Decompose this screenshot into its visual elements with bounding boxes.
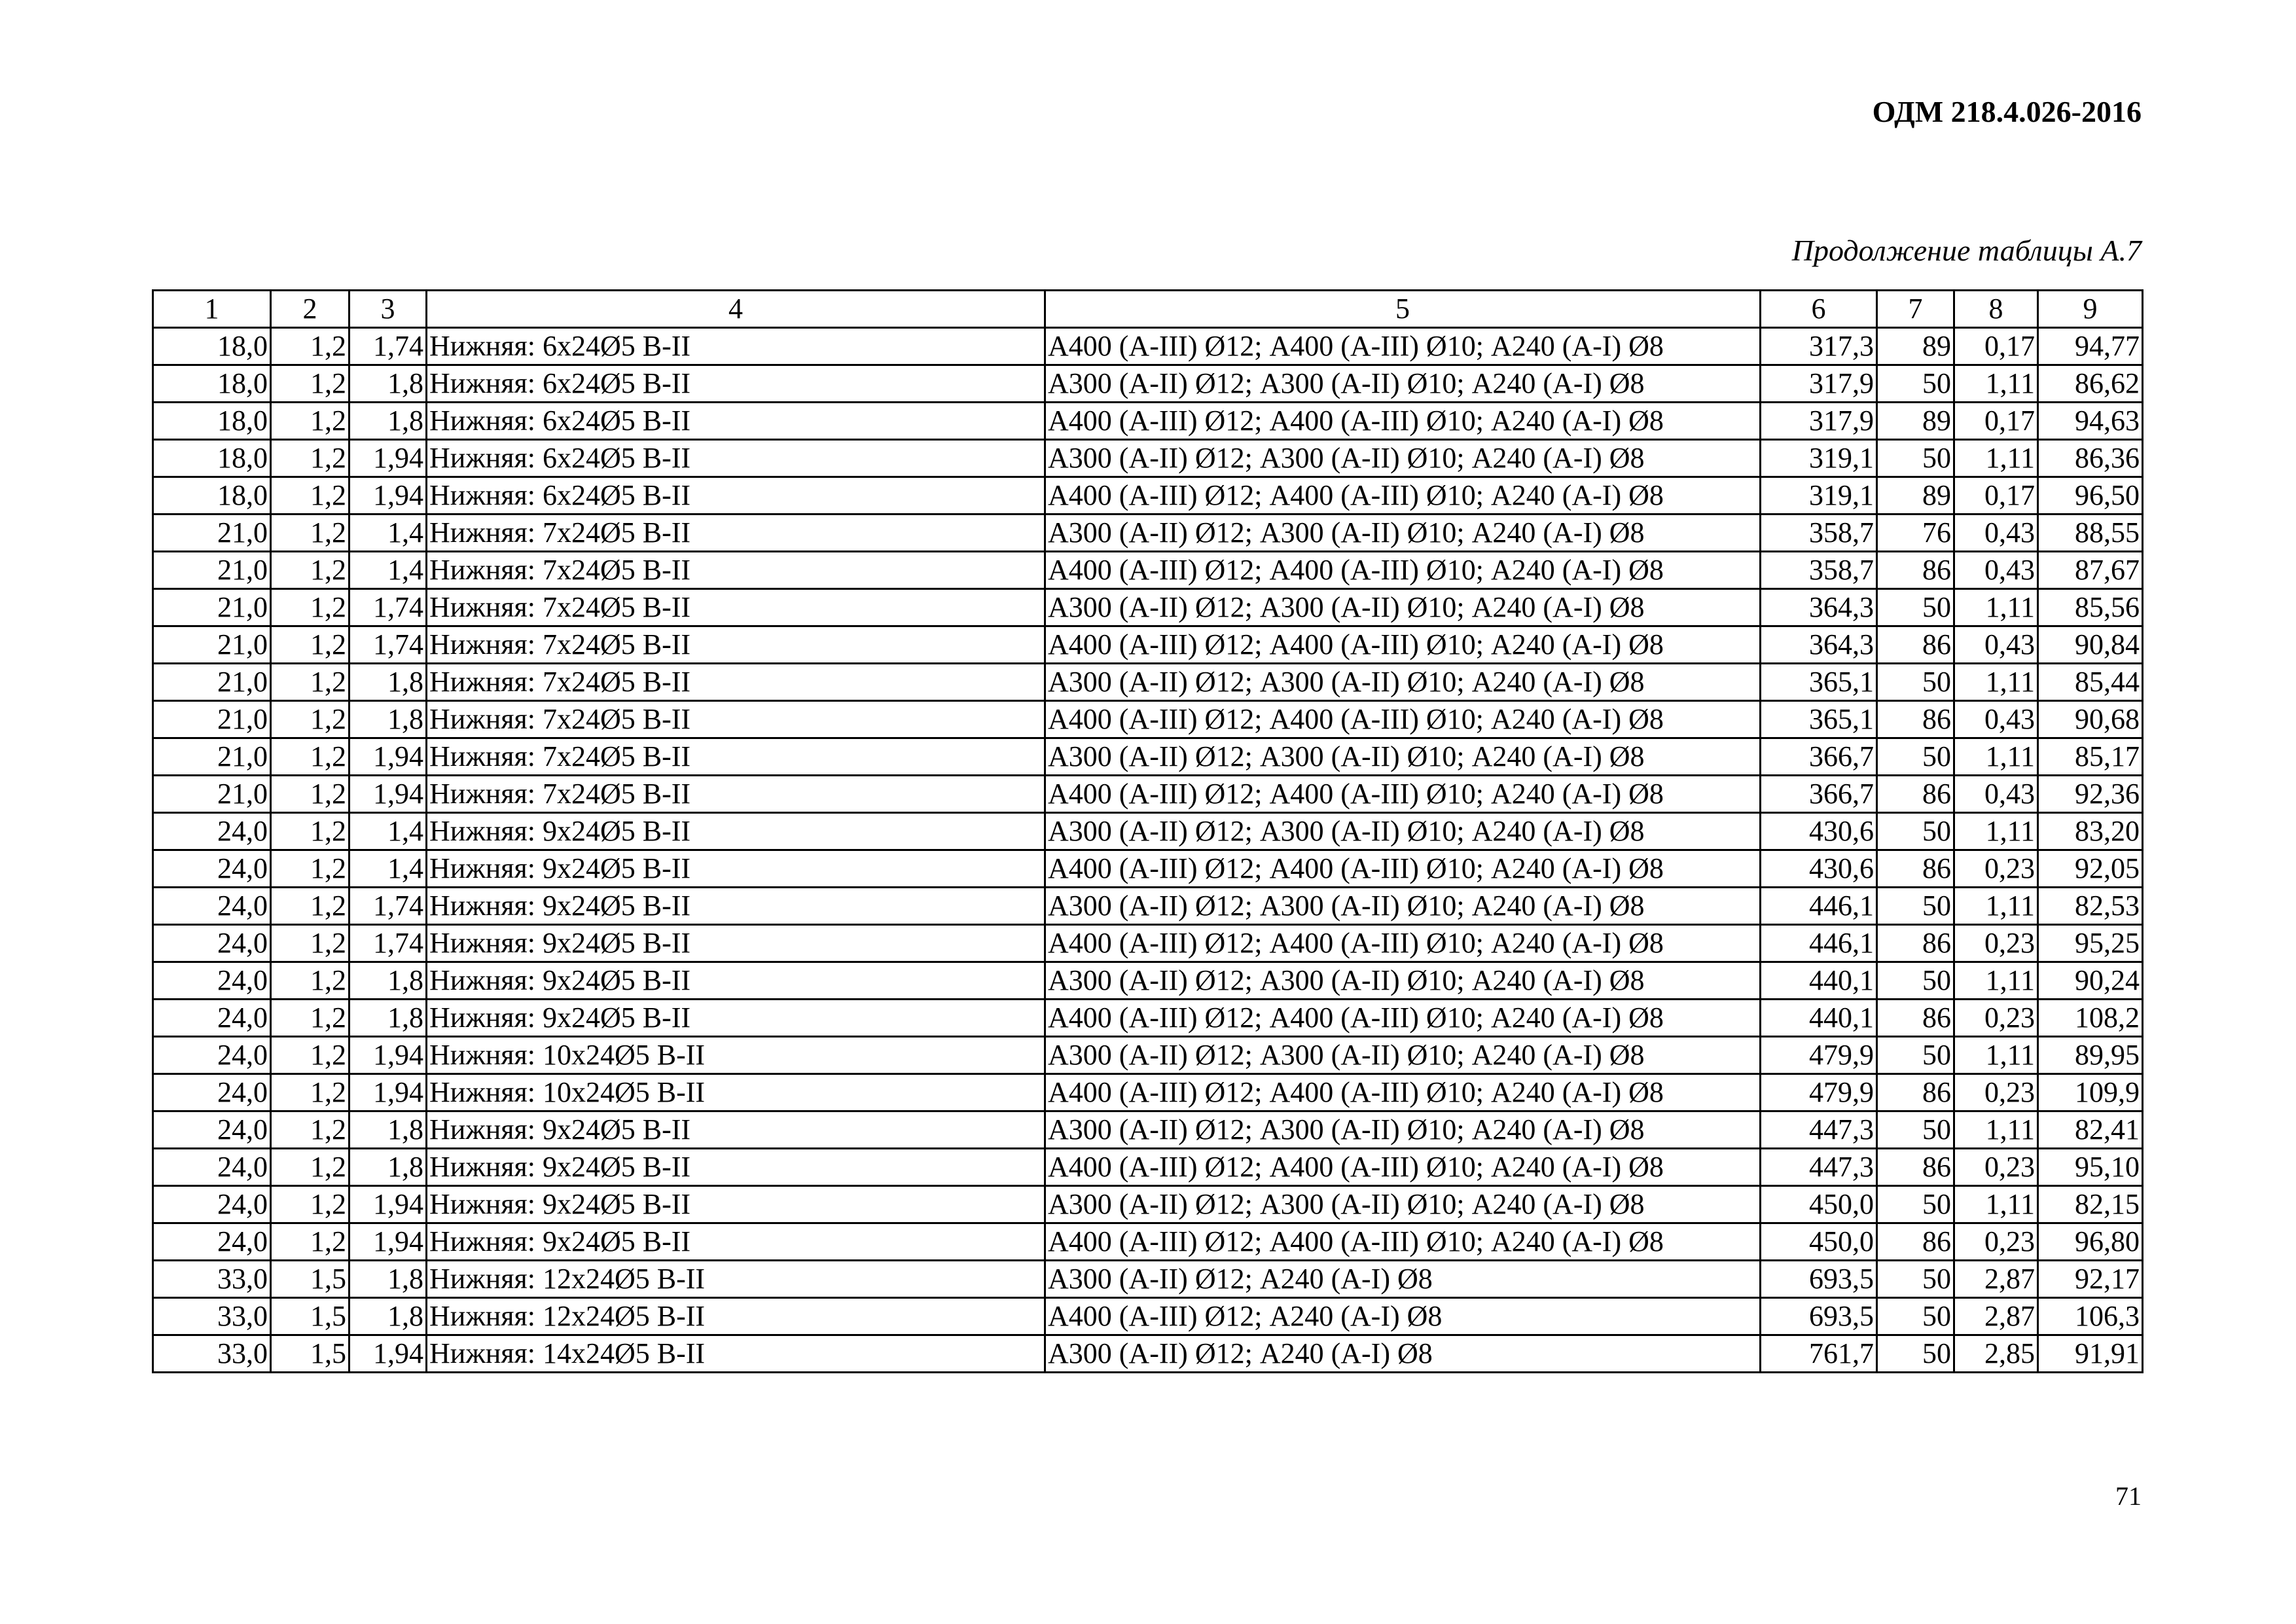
table-cell: 86,36 <box>2038 440 2143 477</box>
table-cell: 82,53 <box>2038 888 2143 925</box>
table-row <box>153 813 2143 850</box>
table-cell: Нижняя: 12х24Ø5 В-II <box>427 1261 1045 1298</box>
table-cell: 447,3 <box>1761 1111 1877 1149</box>
table-cell: Нижняя: 6х24Ø5 В-II <box>427 403 1045 440</box>
table-cell: Нижняя: 6х24Ø5 В-II <box>427 328 1045 365</box>
table-cell: Нижняя: 9х24Ø5 В-II <box>427 888 1045 925</box>
table-cell: Нижняя: 9х24Ø5 В-II <box>427 850 1045 888</box>
table-cell: 96,80 <box>2038 1223 2143 1261</box>
table-row <box>153 888 2143 925</box>
table-cell: 50 <box>1877 888 1954 925</box>
table-cell: 1,2 <box>271 925 350 962</box>
table-row <box>153 589 2143 626</box>
table-row <box>153 1074 2143 1111</box>
table-cell: А300 (А-II) Ø12; А300 (А-II) Ø10; А240 (А-I) Ø8 <box>1045 1111 1761 1149</box>
table-cell: 1,8 <box>350 962 427 1000</box>
table-cell: 358,7 <box>1761 552 1877 589</box>
table-cell: Нижняя: 9х24Ø5 В-II <box>427 925 1045 962</box>
table-cell: 446,1 <box>1761 888 1877 925</box>
table-cell: 0,23 <box>1954 850 2038 888</box>
table-cell: 89 <box>1877 328 1954 365</box>
table-cell: 76 <box>1877 514 1954 552</box>
table-cell: А400 (А-III) Ø12; А400 (А-III) Ø10; А240 (А-I) Ø8 <box>1045 1149 1761 1186</box>
table-cell: Нижняя: 9х24Ø5 В-II <box>427 1186 1045 1223</box>
table-cell: Нижняя: 9х24Ø5 В-II <box>427 1111 1045 1149</box>
table-cell: 50 <box>1877 589 1954 626</box>
table-cell: 1,2 <box>271 328 350 365</box>
table-cell: 88,55 <box>2038 514 2143 552</box>
table-cell: 1,11 <box>1954 738 2038 776</box>
table-cell: 447,3 <box>1761 1149 1877 1186</box>
table-cell: 430,6 <box>1761 850 1877 888</box>
table-cell: 2,87 <box>1954 1261 2038 1298</box>
table-cell: 1,74 <box>350 328 427 365</box>
table-cell: 1,94 <box>350 440 427 477</box>
table-cell: А300 (А-II) Ø12; А300 (А-II) Ø10; А240 (А-I) Ø8 <box>1045 514 1761 552</box>
table-cell: 1,94 <box>350 776 427 813</box>
table-cell: Нижняя: 7х24Ø5 В-II <box>427 738 1045 776</box>
table-cell: 1,11 <box>1954 1111 2038 1149</box>
table-cell: 1,74 <box>350 589 427 626</box>
table-cell: 89 <box>1877 477 1954 514</box>
table-cell: 24,0 <box>153 925 271 962</box>
table-cell: 1,8 <box>350 403 427 440</box>
table-cell: 1,94 <box>350 1223 427 1261</box>
table-cell: 0,23 <box>1954 1000 2038 1037</box>
table-cell: 24,0 <box>153 1111 271 1149</box>
table-row <box>153 1223 2143 1261</box>
table-cell: 33,0 <box>153 1261 271 1298</box>
table-cell: 24,0 <box>153 850 271 888</box>
data-table <box>152 289 2144 1373</box>
table-cell: 96,50 <box>2038 477 2143 514</box>
table-cell: 83,20 <box>2038 813 2143 850</box>
table-cell: А300 (А-II) Ø12; А300 (А-II) Ø10; А240 (А-I) Ø8 <box>1045 1186 1761 1223</box>
table-cell: 1,8 <box>350 701 427 738</box>
table-cell: 440,1 <box>1761 962 1877 1000</box>
table-cell: 1,2 <box>271 813 350 850</box>
table-cell: Нижняя: 6х24Ø5 В-II <box>427 440 1045 477</box>
table-cell: 87,67 <box>2038 552 2143 589</box>
table-cell: 1,8 <box>350 1000 427 1037</box>
table-cell: 1,2 <box>271 1186 350 1223</box>
table-cell: 1,8 <box>350 1261 427 1298</box>
table-cell: 90,68 <box>2038 701 2143 738</box>
table-cell: 1,2 <box>271 1000 350 1037</box>
table-cell: А400 (А-III) Ø12; А400 (А-III) Ø10; А240 (А-I) Ø8 <box>1045 403 1761 440</box>
table-cell: 1,2 <box>271 1223 350 1261</box>
table-cell: 0,23 <box>1954 1074 2038 1111</box>
table-cell: 21,0 <box>153 664 271 701</box>
table-row <box>153 365 2143 403</box>
table-cell: 1,11 <box>1954 1186 2038 1223</box>
table-cell: Нижняя: 7х24Ø5 В-II <box>427 552 1045 589</box>
column-header: 6 <box>1761 291 1877 328</box>
table-cell: 1,2 <box>271 514 350 552</box>
table-cell: 365,1 <box>1761 664 1877 701</box>
table-cell: 1,2 <box>271 776 350 813</box>
table-cell: 1,2 <box>271 440 350 477</box>
column-header: 5 <box>1045 291 1761 328</box>
table-cell: 90,84 <box>2038 626 2143 664</box>
table-cell: 24,0 <box>153 962 271 1000</box>
table-row <box>153 477 2143 514</box>
table-cell: 1,74 <box>350 925 427 962</box>
table-cell: 86 <box>1877 1149 1954 1186</box>
table-cell: 430,6 <box>1761 813 1877 850</box>
table-cell: 1,2 <box>271 1111 350 1149</box>
table-cell: 1,94 <box>350 1037 427 1074</box>
table-cell: А300 (А-II) Ø12; А300 (А-II) Ø10; А240 (А-I) Ø8 <box>1045 365 1761 403</box>
table-cell: 85,17 <box>2038 738 2143 776</box>
table-cell: А300 (А-II) Ø12; А300 (А-II) Ø10; А240 (А-I) Ø8 <box>1045 440 1761 477</box>
table-cell: 21,0 <box>153 552 271 589</box>
column-header: 9 <box>2038 291 2143 328</box>
table-cell: А400 (А-III) Ø12; А400 (А-III) Ø10; А240 (А-I) Ø8 <box>1045 477 1761 514</box>
table-cell: 94,77 <box>2038 328 2143 365</box>
table-cell: 1,11 <box>1954 589 2038 626</box>
table-cell: А400 (А-III) Ø12; А400 (А-III) Ø10; А240 (А-I) Ø8 <box>1045 1000 1761 1037</box>
table-cell: 89 <box>1877 403 1954 440</box>
table-cell: Нижняя: 7х24Ø5 В-II <box>427 514 1045 552</box>
table-cell: 1,94 <box>350 477 427 514</box>
table-row <box>153 403 2143 440</box>
table-cell: 95,10 <box>2038 1149 2143 1186</box>
table-cell: А300 (А-II) Ø12; А300 (А-II) Ø10; А240 (А-I) Ø8 <box>1045 962 1761 1000</box>
table-row <box>153 514 2143 552</box>
table-cell: 24,0 <box>153 1149 271 1186</box>
table-row <box>153 626 2143 664</box>
table-cell: 85,44 <box>2038 664 2143 701</box>
column-header: 8 <box>1954 291 2038 328</box>
table-cell: 86 <box>1877 1223 1954 1261</box>
column-header: 3 <box>350 291 427 328</box>
table-cell: 1,11 <box>1954 365 2038 403</box>
table-cell: 1,74 <box>350 626 427 664</box>
table-cell: А400 (А-III) Ø12; А400 (А-III) Ø10; А240 (А-I) Ø8 <box>1045 701 1761 738</box>
column-header: 7 <box>1877 291 1954 328</box>
table-cell: 366,7 <box>1761 776 1877 813</box>
table-cell: Нижняя: 9х24Ø5 В-II <box>427 1223 1045 1261</box>
table-row <box>153 1149 2143 1186</box>
table-cell: А300 (А-II) Ø12; А240 (А-I) Ø8 <box>1045 1261 1761 1298</box>
table-cell: 364,3 <box>1761 626 1877 664</box>
table-cell: 21,0 <box>153 589 271 626</box>
table-cell: 0,43 <box>1954 552 2038 589</box>
table-cell: 693,5 <box>1761 1261 1877 1298</box>
table-row <box>153 925 2143 962</box>
table-cell: 85,56 <box>2038 589 2143 626</box>
table-cell: 1,2 <box>271 1149 350 1186</box>
table-cell: 0,43 <box>1954 626 2038 664</box>
table-cell: 1,5 <box>271 1335 350 1373</box>
table-cell: 50 <box>1877 738 1954 776</box>
table-cell: 18,0 <box>153 440 271 477</box>
table-cell: 24,0 <box>153 1186 271 1223</box>
table-cell: А400 (А-III) Ø12; А400 (А-III) Ø10; А240 (А-I) Ø8 <box>1045 925 1761 962</box>
table-cell: 24,0 <box>153 1037 271 1074</box>
table-cell: 24,0 <box>153 1000 271 1037</box>
table-row <box>153 328 2143 365</box>
page-number: 71 <box>2115 1481 2142 1511</box>
table-cell: 50 <box>1877 1261 1954 1298</box>
table-cell: 50 <box>1877 1335 1954 1373</box>
table-row <box>153 440 2143 477</box>
table-cell: 1,2 <box>271 365 350 403</box>
table-cell: 1,11 <box>1954 1037 2038 1074</box>
table-cell: А400 (А-III) Ø12; А400 (А-III) Ø10; А240 (А-I) Ø8 <box>1045 552 1761 589</box>
table-row <box>153 1037 2143 1074</box>
table-row <box>153 1111 2143 1149</box>
table-caption: Продолжение таблицы А.7 <box>1791 234 2142 267</box>
header-row <box>153 291 2143 328</box>
table-cell: 1,8 <box>350 664 427 701</box>
table-cell: 1,4 <box>350 850 427 888</box>
table-cell: Нижняя: 7х24Ø5 В-II <box>427 589 1045 626</box>
table-row <box>153 701 2143 738</box>
table-cell: 33,0 <box>153 1298 271 1335</box>
column-header: 4 <box>427 291 1045 328</box>
table-cell: 1,2 <box>271 403 350 440</box>
table-cell: 1,2 <box>271 589 350 626</box>
table-cell: 479,9 <box>1761 1037 1877 1074</box>
table-cell: Нижняя: 7х24Ø5 В-II <box>427 626 1045 664</box>
table-cell: 450,0 <box>1761 1186 1877 1223</box>
table-cell: 1,11 <box>1954 888 2038 925</box>
table-cell: А400 (А-III) Ø12; А400 (А-III) Ø10; А240 (А-I) Ø8 <box>1045 776 1761 813</box>
table-cell: 0,17 <box>1954 403 2038 440</box>
table-cell: 18,0 <box>153 403 271 440</box>
table-cell: 1,94 <box>350 1186 427 1223</box>
table-cell: 18,0 <box>153 328 271 365</box>
table-cell: 1,2 <box>271 626 350 664</box>
table-row <box>153 1000 2143 1037</box>
table-cell: 1,11 <box>1954 962 2038 1000</box>
table-cell: 50 <box>1877 365 1954 403</box>
table-cell: 0,23 <box>1954 925 2038 962</box>
table-cell: 86 <box>1877 776 1954 813</box>
table-cell: 319,1 <box>1761 440 1877 477</box>
table-cell: 24,0 <box>153 1223 271 1261</box>
table-cell: А300 (А-II) Ø12; А300 (А-II) Ø10; А240 (А-I) Ø8 <box>1045 664 1761 701</box>
table-cell: 18,0 <box>153 477 271 514</box>
table-cell: Нижняя: 9х24Ø5 В-II <box>427 813 1045 850</box>
table-cell: 0,43 <box>1954 776 2038 813</box>
table-cell: 86 <box>1877 1000 1954 1037</box>
table-cell: 693,5 <box>1761 1298 1877 1335</box>
table-cell: 18,0 <box>153 365 271 403</box>
table-cell: 1,5 <box>271 1298 350 1335</box>
table-cell: А400 (А-III) Ø12; А240 (А-I) Ø8 <box>1045 1298 1761 1335</box>
table-cell: Нижняя: 10х24Ø5 В-II <box>427 1037 1045 1074</box>
table-cell: 92,36 <box>2038 776 2143 813</box>
table-row <box>153 776 2143 813</box>
table-cell: 50 <box>1877 440 1954 477</box>
table-cell: 1,11 <box>1954 440 2038 477</box>
table-row <box>153 1261 2143 1298</box>
table-cell: А400 (А-III) Ø12; А400 (А-III) Ø10; А240 (А-I) Ø8 <box>1045 1223 1761 1261</box>
table-cell: 761,7 <box>1761 1335 1877 1373</box>
table-cell: 50 <box>1877 962 1954 1000</box>
table-cell: 1,4 <box>350 813 427 850</box>
table-cell: 1,8 <box>350 1111 427 1149</box>
table-cell: 91,91 <box>2038 1335 2143 1373</box>
document-code: ОДМ 218.4.026-2016 <box>1872 95 2142 128</box>
table-cell: 1,11 <box>1954 813 2038 850</box>
table-cell: 479,9 <box>1761 1074 1877 1111</box>
table-row <box>153 962 2143 1000</box>
table-cell: 1,94 <box>350 1335 427 1373</box>
table-cell: 86,62 <box>2038 365 2143 403</box>
table-cell: 1,11 <box>1954 664 2038 701</box>
table-row <box>153 552 2143 589</box>
table-cell: 364,3 <box>1761 589 1877 626</box>
table-cell: 0,23 <box>1954 1223 2038 1261</box>
table-cell: 1,2 <box>271 477 350 514</box>
table-cell: 50 <box>1877 1037 1954 1074</box>
table-cell: 21,0 <box>153 738 271 776</box>
table-cell: 86 <box>1877 850 1954 888</box>
table-cell: 33,0 <box>153 1335 271 1373</box>
table-cell: 86 <box>1877 1074 1954 1111</box>
table-cell: А300 (А-II) Ø12; А300 (А-II) Ø10; А240 (А-I) Ø8 <box>1045 813 1761 850</box>
table-cell: 1,2 <box>271 664 350 701</box>
table-cell: 82,15 <box>2038 1186 2143 1223</box>
table-cell: 108,2 <box>2038 1000 2143 1037</box>
table-cell: Нижняя: 14х24Ø5 В-II <box>427 1335 1045 1373</box>
table-cell: 1,8 <box>350 1149 427 1186</box>
table-cell: 319,1 <box>1761 477 1877 514</box>
table-cell: Нижняя: 9х24Ø5 В-II <box>427 1000 1045 1037</box>
table-cell: 0,43 <box>1954 701 2038 738</box>
table-cell: 50 <box>1877 1111 1954 1149</box>
table-cell: 50 <box>1877 1186 1954 1223</box>
table-cell: Нижняя: 6х24Ø5 В-II <box>427 365 1045 403</box>
table-cell: А300 (А-II) Ø12; А300 (А-II) Ø10; А240 (А-I) Ø8 <box>1045 738 1761 776</box>
table-cell: Нижняя: 7х24Ø5 В-II <box>427 776 1045 813</box>
table-cell: 358,7 <box>1761 514 1877 552</box>
table-body <box>153 328 2143 1373</box>
table-cell: 1,4 <box>350 552 427 589</box>
table-header <box>153 291 2143 328</box>
table-cell: 1,2 <box>271 552 350 589</box>
table-cell: 92,05 <box>2038 850 2143 888</box>
table-cell: Нижняя: 10х24Ø5 В-II <box>427 1074 1045 1111</box>
table-cell: 21,0 <box>153 626 271 664</box>
table-cell: Нижняя: 6х24Ø5 В-II <box>427 477 1045 514</box>
table-cell: 1,2 <box>271 1074 350 1111</box>
table-cell: 94,63 <box>2038 403 2143 440</box>
table-cell: А400 (А-III) Ø12; А400 (А-III) Ø10; А240 (А-I) Ø8 <box>1045 328 1761 365</box>
table-cell: 1,2 <box>271 701 350 738</box>
table-cell: 317,9 <box>1761 403 1877 440</box>
table-cell: Нижняя: 9х24Ø5 В-II <box>427 962 1045 1000</box>
table-cell: 21,0 <box>153 701 271 738</box>
table-cell: 366,7 <box>1761 738 1877 776</box>
table-cell: 1,2 <box>271 962 350 1000</box>
table-cell: А400 (А-III) Ø12; А400 (А-III) Ø10; А240 (А-I) Ø8 <box>1045 1074 1761 1111</box>
table-cell: 450,0 <box>1761 1223 1877 1261</box>
table-cell: 82,41 <box>2038 1111 2143 1149</box>
table-row <box>153 1335 2143 1373</box>
table-cell: 317,9 <box>1761 365 1877 403</box>
table-cell: 2,87 <box>1954 1298 2038 1335</box>
table-cell: 440,1 <box>1761 1000 1877 1037</box>
table-cell: 1,8 <box>350 1298 427 1335</box>
table-cell: 1,5 <box>271 1261 350 1298</box>
table-cell: 24,0 <box>153 888 271 925</box>
table-cell: Нижняя: 7х24Ø5 В-II <box>427 664 1045 701</box>
table-cell: Нижняя: 12х24Ø5 В-II <box>427 1298 1045 1335</box>
table-cell: 0,43 <box>1954 514 2038 552</box>
table-cell: 21,0 <box>153 776 271 813</box>
table-cell: 50 <box>1877 813 1954 850</box>
table-row <box>153 1298 2143 1335</box>
table-cell: 0,17 <box>1954 328 2038 365</box>
table-row <box>153 738 2143 776</box>
table-cell: А300 (А-II) Ø12; А240 (А-I) Ø8 <box>1045 1335 1761 1373</box>
table-cell: 1,2 <box>271 1037 350 1074</box>
table-cell: 21,0 <box>153 514 271 552</box>
table-cell: 86 <box>1877 925 1954 962</box>
table-cell: 317,3 <box>1761 328 1877 365</box>
table-cell: 1,2 <box>271 888 350 925</box>
table-cell: А300 (А-II) Ø12; А300 (А-II) Ø10; А240 (А-I) Ø8 <box>1045 1037 1761 1074</box>
table-cell: Нижняя: 7х24Ø5 В-II <box>427 701 1045 738</box>
table-cell: Нижняя: 9х24Ø5 В-II <box>427 1149 1045 1186</box>
column-header: 1 <box>153 291 271 328</box>
table-cell: 1,4 <box>350 514 427 552</box>
table-cell: А300 (А-II) Ø12; А300 (А-II) Ø10; А240 (А-I) Ø8 <box>1045 589 1761 626</box>
table-cell: 50 <box>1877 1298 1954 1335</box>
table-cell: 24,0 <box>153 1074 271 1111</box>
table-cell: 109,9 <box>2038 1074 2143 1111</box>
table-cell: 1,94 <box>350 1074 427 1111</box>
table-row <box>153 664 2143 701</box>
table-cell: 1,2 <box>271 850 350 888</box>
table-cell: 1,8 <box>350 365 427 403</box>
table-row <box>153 850 2143 888</box>
table-cell: А400 (А-III) Ø12; А400 (А-III) Ø10; А240 (А-I) Ø8 <box>1045 850 1761 888</box>
table-cell: 89,95 <box>2038 1037 2143 1074</box>
table-cell: 106,3 <box>2038 1298 2143 1335</box>
column-header: 2 <box>271 291 350 328</box>
table-cell: 0,23 <box>1954 1149 2038 1186</box>
table-cell: 1,74 <box>350 888 427 925</box>
table-cell: 0,17 <box>1954 477 2038 514</box>
table-cell: 2,85 <box>1954 1335 2038 1373</box>
table-cell: А300 (А-II) Ø12; А300 (А-II) Ø10; А240 (А-I) Ø8 <box>1045 888 1761 925</box>
table-cell: 24,0 <box>153 813 271 850</box>
table-cell: 86 <box>1877 552 1954 589</box>
table-cell: 50 <box>1877 664 1954 701</box>
table-row <box>153 1186 2143 1223</box>
table-cell: А400 (А-III) Ø12; А400 (А-III) Ø10; А240 (А-I) Ø8 <box>1045 626 1761 664</box>
table-cell: 365,1 <box>1761 701 1877 738</box>
table-cell: 95,25 <box>2038 925 2143 962</box>
table-cell: 1,94 <box>350 738 427 776</box>
table-cell: 92,17 <box>2038 1261 2143 1298</box>
table-cell: 86 <box>1877 701 1954 738</box>
table-cell: 86 <box>1877 626 1954 664</box>
table-cell: 90,24 <box>2038 962 2143 1000</box>
table-cell: 1,2 <box>271 738 350 776</box>
table-cell: 446,1 <box>1761 925 1877 962</box>
